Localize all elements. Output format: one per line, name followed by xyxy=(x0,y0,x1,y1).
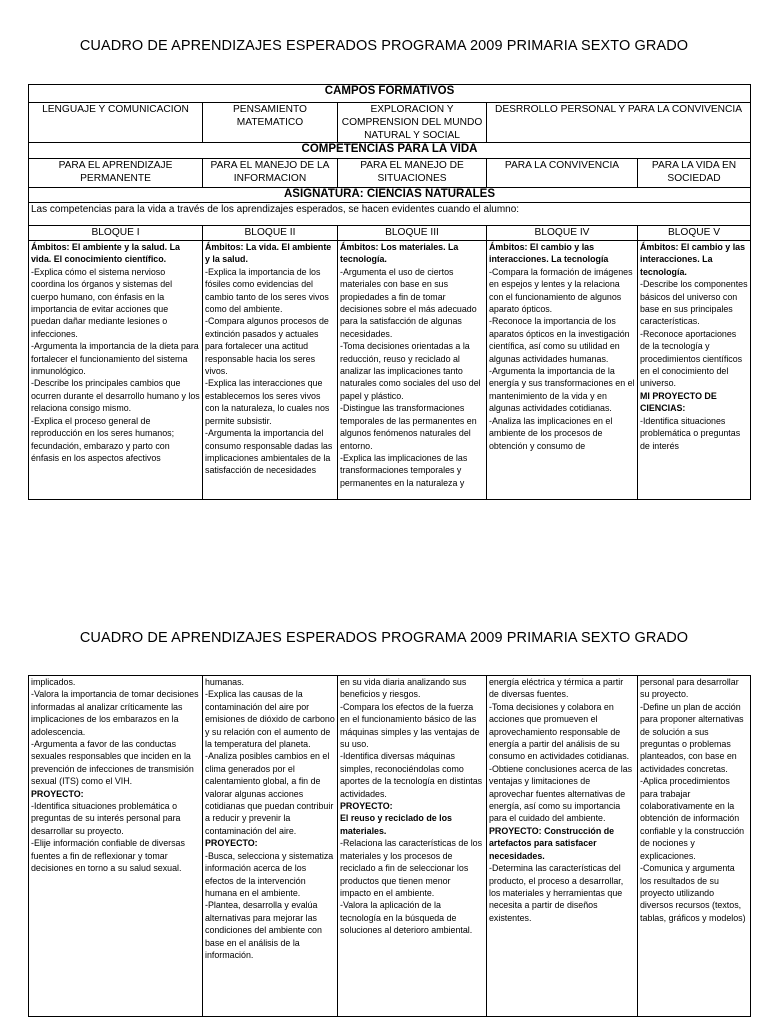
bloque-4-content xyxy=(487,241,638,500)
learning-item: -Argumenta a favor de las conductas sexuales responsables que inciden en la prevención de infecciones de transmisión sexual (ITS) como el VIH. xyxy=(31,739,194,787)
learning-item: -Compara la formación de imágenes en espejos y lentes y la relaciona con el funcionamiento de algunos aparato ópticos. xyxy=(489,266,633,315)
learning-item: -Plantea, desarrolla y evalúa alternativas para mejorar las condiciones del ambiente con base en el análisis de la información. xyxy=(205,900,322,960)
learning-item: -Valora la importancia de tomar decisiones informadas al analizar críticamente las implicaciones de los embarazos en la adolescencia. xyxy=(31,689,199,737)
bloque-header-2: BLOQUE II xyxy=(203,226,338,241)
learning-item: -Distingue las transformaciones temporales de las permanentes en algunos fenómenos naturales del entorno. xyxy=(340,403,477,451)
asignatura-header: ASIGNATURA: CIENCIAS NATURALES xyxy=(29,188,751,203)
bloque-5-continued xyxy=(638,676,751,1017)
section-heading: PROYECTO: xyxy=(205,838,258,849)
section-heading: Ámbitos: El cambio y las interacciones. La tecnología xyxy=(489,242,609,265)
section-heading: Ámbitos: La vida. El ambiente y la salud. xyxy=(205,242,332,265)
competencia-aprendizaje: PARA EL APRENDIZAJE PERMANENTE xyxy=(29,159,203,188)
bloque-header-4: BLOQUE IV xyxy=(487,226,638,241)
section-heading: PROYECTO: xyxy=(31,788,84,799)
bloque-header-5: BLOQUE V xyxy=(638,226,751,241)
intro-text: Las competencias para la vida a través de los aprendizajes esperados, se hacen evidentes cuando el alumno: xyxy=(29,203,751,226)
competencia-convivencia: PARA LA CONVIVENCIA xyxy=(487,159,638,188)
section-heading: El reuso y reciclado de los materiales. xyxy=(340,813,452,836)
page-title: CUADRO DE APRENDIZAJES ESPERADOS PROGRAMA 2009 PRIMARIA SEXTO GRADO xyxy=(79,38,689,54)
learning-item: energía eléctrica y térmica a partir de diversas fuentes. xyxy=(489,677,624,700)
learning-item: -Toma decisiones orientadas a la reducción, reuso y reciclado al analizar las implicaciones tanto naturales como sociales del uso del papel y plástico. xyxy=(340,341,481,401)
section-heading: PROYECTO: xyxy=(340,801,393,812)
learning-item: -Explica el proceso general de reproducción en los seres humanos; fecundación, embarazo y parto con énfasis en los aspectos afectivos xyxy=(31,415,175,463)
learning-item: en su vida diaria analizando sus beneficios y riesgos. xyxy=(340,677,467,700)
learning-item: -Elije información confiable de diversas fuentes a fin de reflexionar y tomar decisiones en torno a su salud sexual. xyxy=(31,838,185,874)
section-heading: Ámbitos: El ambiente y la salud. La vida. El conocimiento científico. xyxy=(31,242,180,265)
campos-header: CAMPOS FORMATIVOS xyxy=(29,85,751,103)
section-heading: MI PROYECTO DE CIENCIAS: xyxy=(640,390,717,414)
bloque-header-3: BLOQUE III xyxy=(338,226,487,241)
page-title-2: CUADRO DE APRENDIZAJES ESPERADOS PROGRAMA 2009 PRIMARIA SEXTO GRADO xyxy=(79,630,689,646)
campo-pensamiento: PENSAMIENTO MATEMATICO xyxy=(203,103,338,143)
learning-item: -Compara algunos procesos de extinción pasados y actuales para fortalecer una actitud responsable hacia los seres vivos. xyxy=(205,316,329,377)
learning-item: -Reconoce la importancia de los aparatos ópticos en la investigación científica, así como su utilidad en algunas actividades humanas. xyxy=(489,316,630,364)
bloque-header-1: BLOQUE I xyxy=(29,226,203,241)
learning-item: humanas. xyxy=(205,677,244,687)
bloque-1-content xyxy=(29,241,203,500)
learning-item: -Argumenta el uso de ciertos materiales con base en sus propiedades a fin de tomar decisiones sobre el más adecuado para la satisfacción de algunas necesidades. xyxy=(340,266,477,339)
competencia-informacion: PARA EL MANEJO DE LA INFORMACION xyxy=(203,159,338,188)
learning-item: -Compara los efectos de la fuerza en el funcionamiento básico de las máquinas simples y las ventajas de su uso. xyxy=(340,701,480,750)
bloque-4-continued xyxy=(487,676,638,1017)
learning-item: -Define un plan de acción para proponer alternativas de solución a sus preguntas o problemas planteados, con base en actividades concretas. xyxy=(640,701,744,774)
learning-item: -Explica las causas de la contaminación del aire por emisiones de dióxido de carbono y su relación con el aumento de la temperatura del planeta. xyxy=(205,689,335,750)
learning-item: -Explica la importancia de los fósiles como evidencias del cambio tanto de los seres vivos como del ambiente. xyxy=(205,266,329,315)
campo-desarrollo: DESRROLLO PERSONAL Y PARA LA CONVIVENCIA xyxy=(487,103,751,143)
section-heading: Ámbitos: El cambio y las interacciones. La tecnología. xyxy=(640,242,746,277)
learning-item: -Identifica diversas máquinas simples, reconociéndolas como aportes de la tecnología en distintas actividades. xyxy=(340,751,483,799)
campo-exploracion: EXPLORACION Y COMPRENSION DEL MUNDO NATURAL Y SOCIAL xyxy=(338,103,487,143)
bloque-2-continued xyxy=(203,676,338,1017)
bloque-3-content xyxy=(338,241,487,500)
competencias-header: COMPETENCIAS PARA LA VIDA xyxy=(29,143,751,159)
bloque-5-content xyxy=(638,241,751,500)
bloque-1-continued xyxy=(29,676,203,1017)
learning-item: -Argumenta la importancia de la dieta para fortalecer el funcionamiento del sistema inmunológico. xyxy=(31,341,199,377)
learning-item: -Analiza las implicaciones en el ambiente de los procesos de obtención y consumo de xyxy=(489,415,613,451)
curriculum-table-continued xyxy=(28,675,751,1017)
learning-item: -Analiza posibles cambios en el clima generados por el calentamiento global, a fin de valorar algunas acciones cotidianas que puedan contribuir a reducir y prevenir la contaminación del aire. xyxy=(205,751,334,836)
section-heading: PROYECTO: Construcción de artefactos para satisfacer necesidades. xyxy=(489,825,615,861)
learning-item: -Explica las interacciones que establecemos los seres vivos con la naturaleza, lo cuales nos permite subsistir. xyxy=(205,378,330,426)
learning-item: -Explica las implicaciones de las transformaciones temporales y permanentes en la naturaleza y xyxy=(340,452,468,488)
section-heading: Ámbitos: Los materiales. La tecnología. xyxy=(340,242,459,265)
learning-item: -Valora la aplicación de la tecnología en la búsqueda de soluciones al deterioro ambiental. xyxy=(340,900,473,936)
learning-item: -Describe los componentes básicos del universo con base en sus principales características. xyxy=(640,279,748,327)
learning-item: -Identifica situaciones problemática o preguntas de su interés personal para desarrollar su proyecto. xyxy=(31,801,181,836)
learning-item: -Aplica procedimientos para trabajar colaborativamente en la obtención de información confiable y la construcción de nociones y explicaciones. xyxy=(640,776,745,861)
learning-item: -Determina las características del producto, el proceso a desarrollar, los materiales y herramientas que necesita a partir de diseños existentes. xyxy=(489,863,624,923)
learning-item: -Toma decisiones y colabora en acciones que promueven el aprovechamiento responsable de energía a partir del análisis de su consumo en actividades cotidianas. xyxy=(489,701,630,762)
bloque-3-continued xyxy=(338,676,487,1017)
learning-item: implicados. xyxy=(31,677,76,687)
learning-item: -Identifica situaciones problemática o preguntas de interés xyxy=(640,415,741,451)
competencia-situaciones: PARA EL MANEJO DE SITUACIONES xyxy=(338,159,487,188)
curriculum-table xyxy=(28,84,751,500)
learning-item: -Argumenta la importancia de la energía y sus transformaciones en el mantenimiento de la vida y en algunas actividades cotidianas. xyxy=(489,366,635,414)
bloque-2-content xyxy=(203,241,338,500)
learning-item: -Explica cómo el sistema nervioso coordina los órganos y sistemas del cuerpo humano, con énfasis en la importancia de evitar acciones que puedan dañar mediante lesiones o infecciones. xyxy=(31,266,173,339)
learning-item: -Argumenta la importancia del consumo responsable dadas las implicaciones ambientales de la satisfacción de necesidades xyxy=(205,428,333,476)
competencia-sociedad: PARA LA VIDA EN SOCIEDAD xyxy=(638,159,751,188)
learning-item: -Obtiene conclusiones acerca de las ventajas y limitaciones de aprovechar fuentes alternativas de energía, así como su importancia para el cuidado del ambiente. xyxy=(489,763,633,824)
campo-lenguaje: LENGUAJE Y COMUNICACION xyxy=(29,103,203,143)
learning-item: personal para desarrollar su proyecto. xyxy=(640,677,739,700)
learning-item: -Relaciona las características de los materiales y los procesos de reciclado a fin de seleccionar los productos que tienen menor impacto en el ambiente. xyxy=(340,838,483,898)
learning-item: -Reconoce aportaciones de la tecnología y procedimientos científicos en el conocimiento del universo. xyxy=(640,328,743,389)
learning-item: -Describe los principales cambios que ocurren durante el desarrollo humano y los relaciona consigo mismo. xyxy=(31,378,200,414)
learning-item: -Busca, selecciona y sistematiza información acerca de los efectos de la intervención humana en el ambiente. xyxy=(205,850,334,898)
learning-item: -Comunica y argumenta los resultados de su proyecto utilizando diversos recursos (textos, tablas, gráficos y modelos) xyxy=(640,863,746,923)
